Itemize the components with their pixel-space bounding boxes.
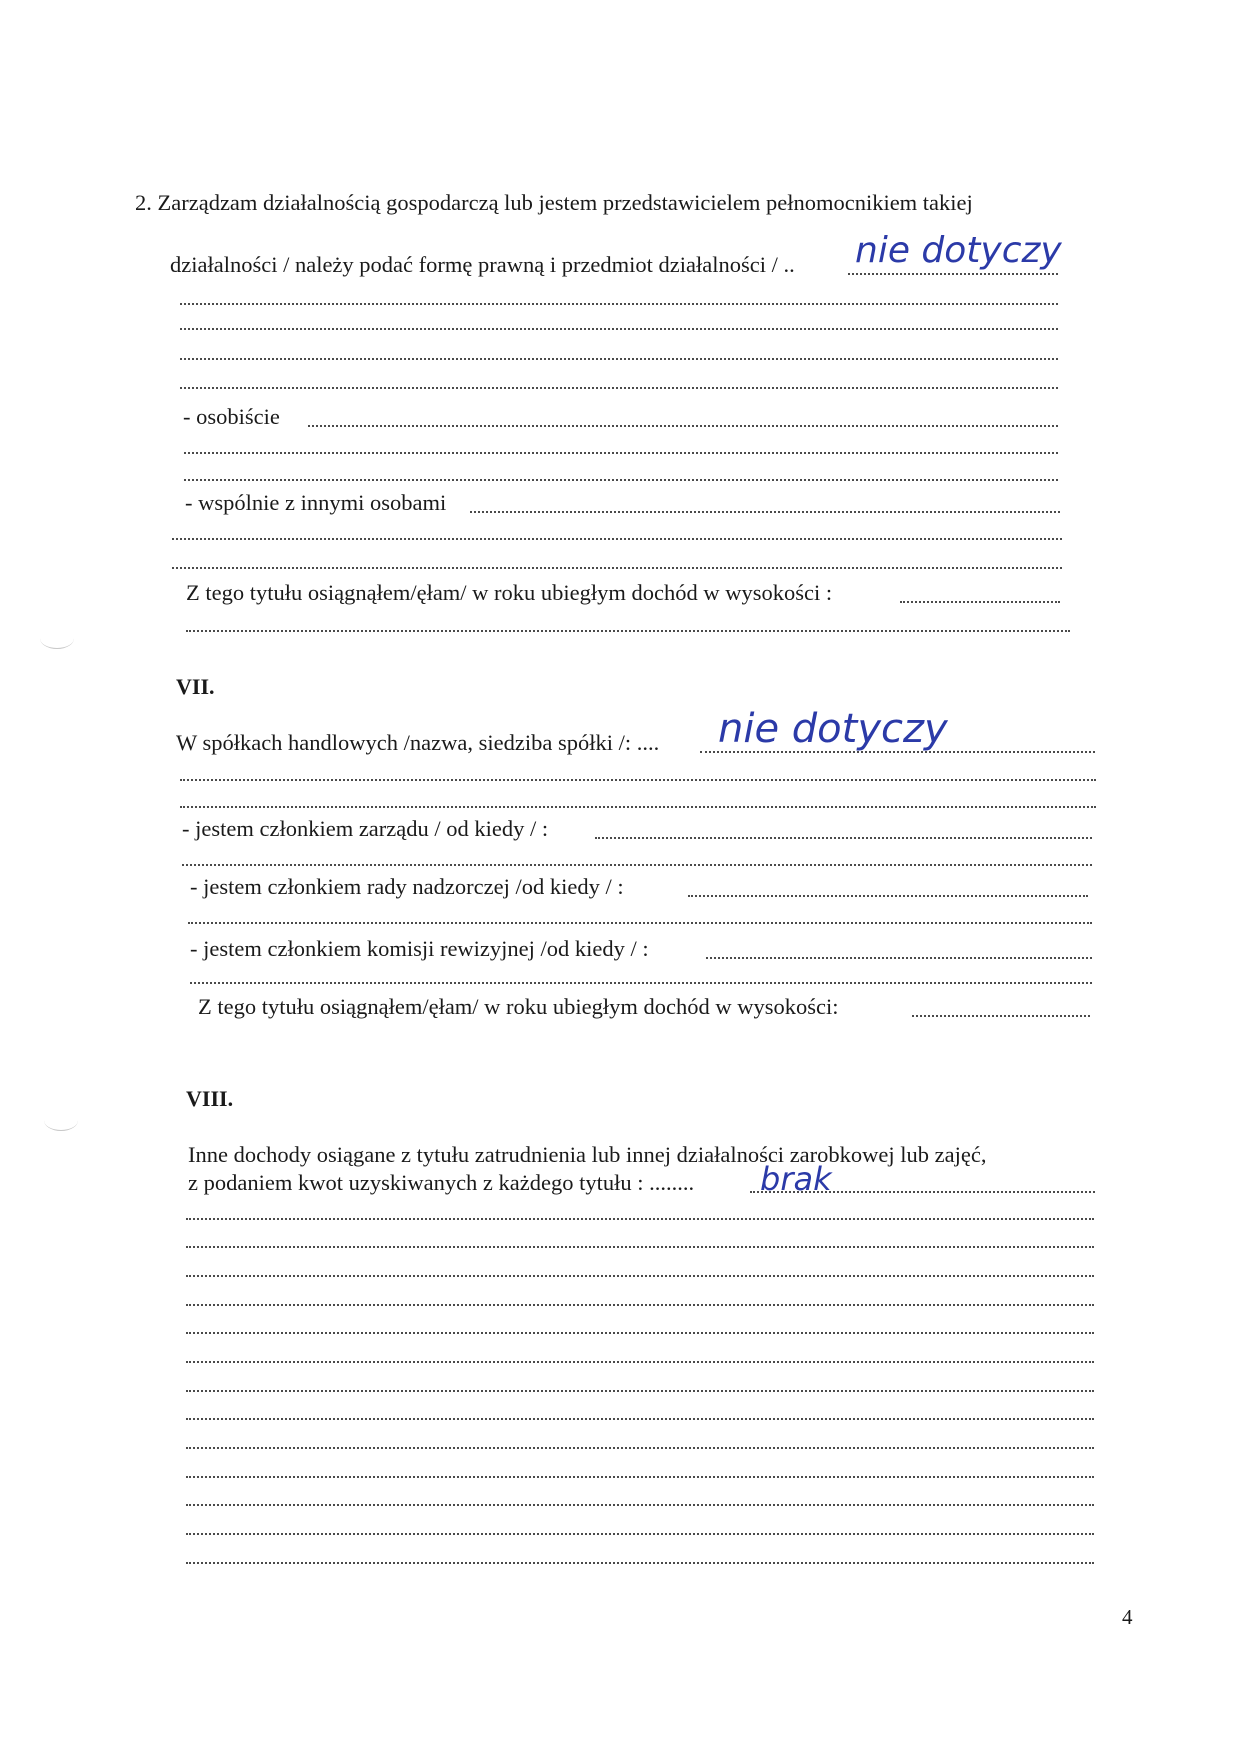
fill-line [182,864,1092,866]
wspolnie-label: - wspólnie z innymi osobami [185,490,447,515]
fill-line [184,452,1058,454]
fill-line [180,779,1096,781]
fill-line [186,1361,1094,1363]
fill-line [188,922,1092,924]
section-vii-heading: VII. [176,674,215,699]
fill-line [308,425,1058,427]
dochod-label: Z tego tytułu osiągnąłem/ęłam/ w roku ubiegłym dochód w wysokości : [186,580,833,605]
punch-hole [44,1110,78,1131]
fill-line [186,630,1070,632]
fill-line [180,303,1058,305]
section-2-line1: 2. Zarządzam działalnością gospodarczą lub jestem przedstawicielem pełnomocnikiem takiej [135,190,973,215]
dochod-label-vii: Z tego tytułu osiągnąłem/ęłam/ w roku ubiegłym dochód w wysokości: [198,994,839,1019]
section-viii-heading: VIII. [186,1086,234,1111]
rada-label: - jestem członkiem rady nadzorczej /od kiedy / : [190,874,624,899]
fill-line [848,273,1058,275]
fill-line [186,1533,1094,1535]
fill-line [688,895,1088,897]
zarzad-label: - jestem członkiem zarządu / od kiedy / : [182,816,549,841]
fill-line [470,511,1060,513]
fill-line [186,1476,1094,1478]
handwritten-annotation: brak [760,1160,832,1198]
section-2-line2: działalności / należy podać formę prawną i przedmiot działalności / .. [170,252,795,277]
fill-line [186,1390,1094,1392]
fill-line [180,806,1096,808]
fill-line [180,328,1058,330]
section-viii-line2: z podaniem kwot uzyskiwanych z każdego tytułu : ........ [188,1170,695,1195]
punch-hole [40,628,74,649]
osobiscie-label: - osobiście [183,404,280,429]
komisja-label: - jestem członkiem komisji rewizyjnej /od kiedy / : [190,936,649,961]
fill-line [186,1218,1094,1220]
handwritten-annotation: nie dotyczy [855,230,1062,271]
fill-line [186,1246,1094,1248]
fill-line [186,1447,1094,1449]
fill-line [186,1562,1094,1564]
fill-line [186,1275,1094,1277]
fill-line [180,358,1058,360]
fill-line [190,982,1092,984]
fill-line [186,1304,1094,1306]
fill-line [186,1418,1094,1420]
spolki-label: W spółkach handlowych /nazwa, siedziba spółki /: .... [176,730,660,755]
fill-line [172,538,1062,540]
fill-line [706,957,1092,959]
fill-line [184,479,1058,481]
fill-line [595,837,1092,839]
fill-line [912,1015,1090,1017]
handwritten-annotation: nie dotyczy [718,706,948,752]
section-viii-line1: Inne dochody osiągane z tytułu zatrudnienia lub innej działalności zarobkowej lub zajęć, [188,1142,987,1167]
fill-line [186,1504,1094,1506]
page-number: 4 [1122,1605,1133,1629]
fill-line [900,601,1060,603]
fill-line [180,387,1058,389]
fill-line [172,567,1062,569]
fill-line [186,1332,1094,1334]
